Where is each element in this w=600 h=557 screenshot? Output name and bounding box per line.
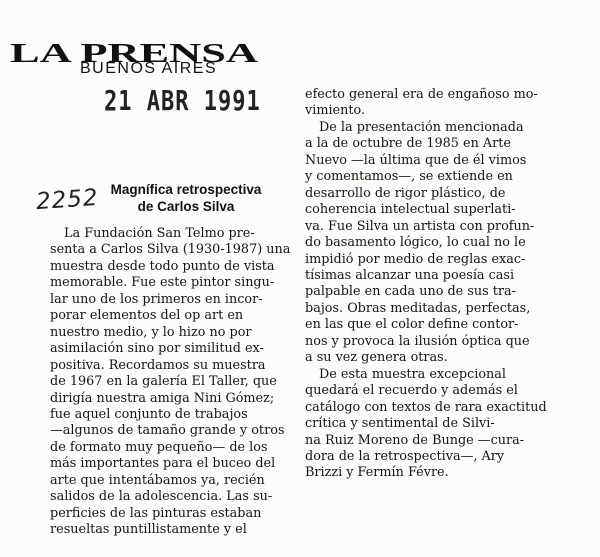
text-line: a su vez genera otras.	[305, 350, 448, 366]
text-line: perficies de las pinturas estaban	[50, 505, 262, 521]
text-line: a la de octubre de 1985 en Arte	[305, 136, 511, 152]
article-right-column	[305, 87, 597, 482]
text-line: fue aquel conjunto de trabajos	[50, 406, 248, 422]
article-headline	[96, 181, 276, 215]
date-stamp: 21 ABR 1991	[104, 86, 261, 118]
text-line: senta a Carlos Silva (1930-1987) una	[50, 242, 291, 258]
text-line: arte que intentábamos ya, recién	[50, 472, 265, 488]
article-left-column	[50, 226, 290, 539]
text-line: Brizzi y Fermín Févre.	[305, 465, 449, 481]
text-line: nos y provoca la ilusión óptica que	[305, 333, 530, 349]
text-line: lar uno de los primeros en incor-	[50, 291, 263, 307]
text-line: coherencia intelectual superlati-	[305, 202, 516, 218]
headline-line-2: de Carlos Silva	[137, 199, 235, 214]
text-line: bajos. Obras meditadas, perfectas,	[305, 300, 531, 316]
text-line: de formato muy pequeño— de los	[50, 439, 268, 455]
text-line: porar elementos del op art en	[50, 308, 244, 324]
text-line: dirigía nuestra amiga Nini Gómez;	[50, 390, 275, 406]
text-line: de 1967 en la galería El Taller, que	[50, 374, 277, 390]
text-line: desarrollo de rigor plástico, de	[305, 185, 506, 201]
text-line: vimiento.	[305, 103, 366, 119]
text-line: tísimas alcanzar una poesía casi	[305, 267, 515, 283]
text-line: y comentamos—, se extiende en	[305, 169, 513, 185]
text-line: dora de la retrospectiva—, Ary	[305, 448, 505, 464]
handwritten-archive-number: 2252	[35, 184, 100, 216]
text-line: efecto general era de engañoso mo-	[305, 87, 538, 102]
masthead-city: BUENOS AIRES	[80, 60, 218, 77]
text-line: en las que el color define contor-	[305, 317, 519, 333]
text-line: La Fundación San Telmo pre-	[64, 226, 255, 241]
text-line: muestra desde todo punto de vista	[50, 258, 275, 274]
text-line: Nuevo —la última que de él vimos	[305, 152, 527, 168]
text-line: —algunos de tamaño grande y otros	[50, 423, 285, 439]
text-line: palpable en cada uno de sus tra-	[305, 284, 516, 300]
headline-line-1: Magnífica retrospectiva	[110, 182, 262, 197]
text-line: más importantes para el buceo del	[50, 456, 276, 472]
text-line: positiva. Recordamos su muestra	[50, 357, 266, 373]
text-line: na Ruiz Moreno de Bunge —cura-	[305, 432, 525, 448]
text-line: quedará el recuerdo y además el	[305, 383, 518, 399]
text-line: catálogo con textos de rara exactitud	[305, 399, 547, 415]
text-line: do basamento lógico, lo cual no le	[305, 235, 526, 251]
text-line: nuestro medio, y lo hizo no por	[50, 324, 252, 340]
text-line: memorable. Fue este pintor singu-	[50, 275, 275, 291]
text-line: va. Fue Silva un artista con profun-	[305, 218, 535, 234]
text-line: De esta muestra excepcional	[319, 366, 507, 382]
masthead-title: LA PRENSA	[10, 40, 259, 68]
text-line: asimilación sino por similitud ex-	[50, 341, 264, 357]
text-line: resueltas puntillistamente y el	[50, 522, 247, 538]
text-line: crítica y sentimental de Silvi-	[305, 416, 495, 432]
text-line: De la presentación mencionada	[319, 119, 524, 135]
text-line: salidos de la adolescencia. Las su-	[50, 489, 273, 505]
text-line: impidió por medio de reglas exac-	[305, 251, 526, 267]
